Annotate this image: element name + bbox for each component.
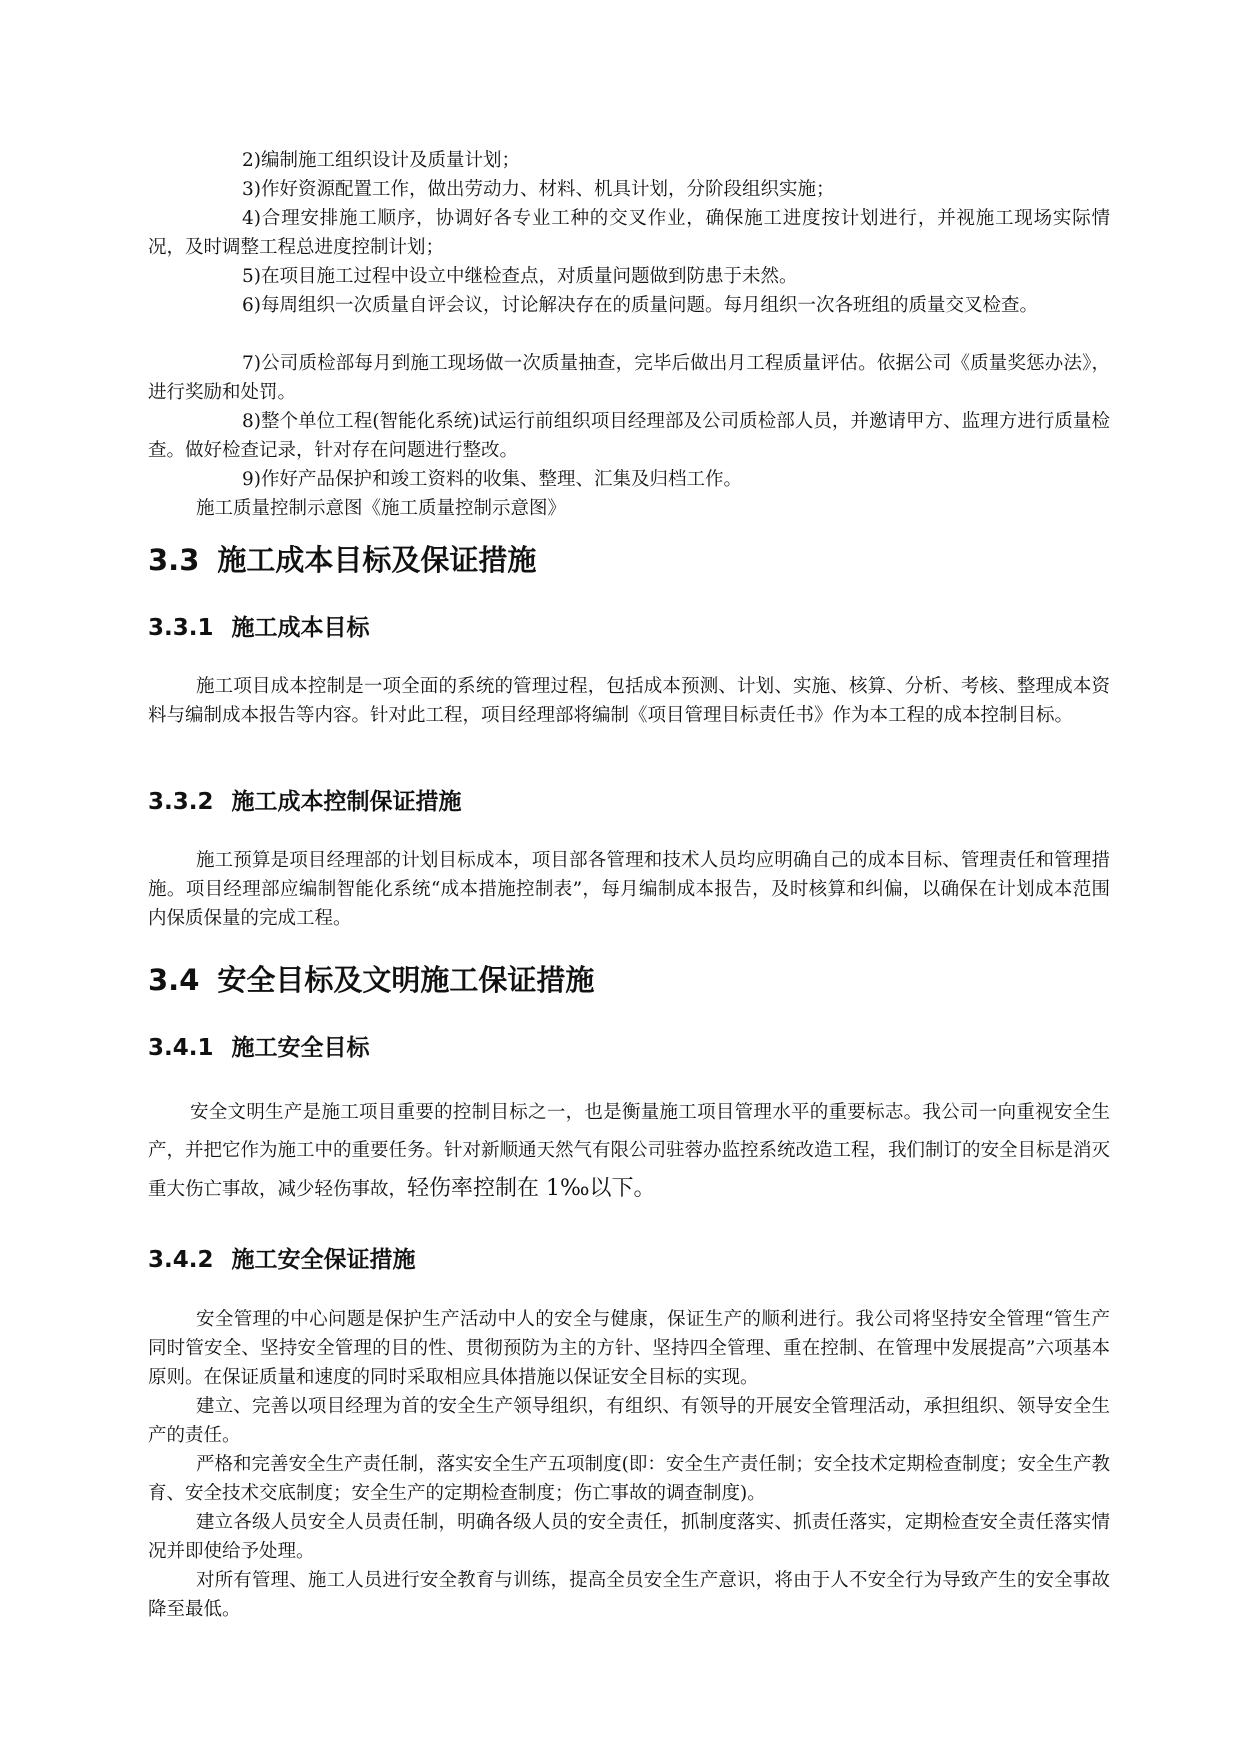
paragraph xyxy=(148,1094,1110,1209)
subsection-title: 施工安全保证措施 xyxy=(231,1247,416,1273)
subsection-number: 3.4.2 xyxy=(148,1247,214,1273)
paragraph-emphasis: 轻伤率控制在 1‰以下。 xyxy=(407,1176,656,1201)
list-item: 2)编制施工组织设计及质量计划； xyxy=(242,150,520,171)
section-number: 3.4 xyxy=(148,963,200,997)
list-item: 4)合理安排施工顺序，协调好各专业工种的交叉作业，确保施工进度按计划进行，并视施工现场实际情况，及时调整工程总进度控制计划； xyxy=(148,208,1110,258)
section-number: 3.3 xyxy=(148,543,200,577)
section-heading-3-3 xyxy=(148,540,536,580)
paragraph: 建立各级人员安全人员责任制，明确各级人员的安全责任，抓制度落实、抓责任落实，定期检查安全责任落实情况并即使给予处理。 xyxy=(148,1512,1110,1562)
subsection-title: 施工成本目标 xyxy=(231,615,370,641)
list-item: 7)公司质检部每月到施工现场做一次质量抽查，完毕后做出月工程质量评估。依据公司《质量奖惩办法》，进行奖励和处罚。 xyxy=(148,353,1110,403)
subsection-number: 3.3.2 xyxy=(148,789,214,815)
subsection-number: 3.4.1 xyxy=(148,1035,214,1061)
subsection-title: 施工安全目标 xyxy=(231,1035,370,1061)
paragraph: 施工预算是项目经理部的计划目标成本，项目部各管理和技术人员均应明确自己的成本目标、管理责任和管理措施。项目经理部应编制智能化系统“成本措施控制表”，每月编制成本报告，及时核算和纠偏，以确保在计划成本范围内保质保量的完成工程。 xyxy=(148,850,1110,929)
list-item: 9)作好产品保护和竣工资料的收集、整理、汇集及归档工作。 xyxy=(242,469,742,490)
section-heading-3-4 xyxy=(148,960,594,1000)
paragraph: 建立、完善以项目经理为首的安全生产领导组织，有组织、有领导的开展安全管理活动，承担组织、领导安全生产的责任。 xyxy=(148,1396,1110,1446)
diagram-reference: 施工质量控制示意图《施工质量控制示意图》 xyxy=(196,498,567,519)
list-item: 8)整个单位工程(智能化系统)试运行前组织项目经理部及公司质检部人员，并邀请甲方、监理方进行质量检查。做好检查记录，针对存在问题进行整改。 xyxy=(148,411,1110,461)
list-item: 5)在项目施工过程中设立中继检查点，对质量问题做到防患于未然。 xyxy=(242,266,798,287)
subsection-heading-3-3-2 xyxy=(148,786,462,818)
subsection-title: 施工成本控制保证措施 xyxy=(231,789,462,815)
subsection-heading-3-3-1 xyxy=(148,612,370,644)
paragraph: 施工项目成本控制是一项全面的系统的管理过程，包括成本预测、计划、实施、核算、分析、考核、整理成本资料与编制成本报告等内容。针对此工程，项目经理部将编制《项目管理目标责任书》作为本工程的成本控制目标。 xyxy=(148,676,1110,726)
paragraph: 安全管理的中心问题是保护生产活动中人的安全与健康，保证生产的顺利进行。我公司将坚持安全管理“管生产同时管安全、坚持安全管理的目的性、贯彻预防为主的方针、坚持四全管理、重在控制、在管理中发展提高”六项基本原则。在保证质量和速度的同时采取相应具体措施以保证安全目标的实现。 xyxy=(148,1309,1110,1388)
paragraph-text: 安全文明生产是施工项目重要的控制目标之一，也是衡量施工项目管理水平的重要标志。我公司一向重视安全生产，并把它作为施工中的重要任务。针对新顺通天然气有限公司驻蓉办监控系统改造工程，我们制订的安全目标是消灭重大伤亡事故，减少轻伤事故， xyxy=(148,1102,1111,1200)
subsection-number: 3.3.1 xyxy=(148,615,214,641)
list-item: 3)作好资源配置工作，做出劳动力、材料、机具计划，分阶段组织实施； xyxy=(242,179,835,200)
section-title: 施工成本目标及保证措施 xyxy=(217,543,537,577)
list-item: 6)每周组织一次质量自评会议，讨论解决存在的质量问题。每月组织一次各班组的质量交叉检查。 xyxy=(242,295,1038,316)
paragraph: 对所有管理、施工人员进行安全教育与训练，提高全员安全生产意识，将由于人不安全行为导致产生的安全事故降至最低。 xyxy=(148,1570,1110,1620)
section-title: 安全目标及文明施工保证措施 xyxy=(217,963,595,997)
paragraph: 严格和完善安全生产责任制，落实安全生产五项制度(即：安全生产责任制；安全技术定期检查制度；安全生产教育、安全技术交底制度；安全生产的定期检查制度；伤亡事故的调查制度)。 xyxy=(148,1454,1110,1504)
subsection-heading-3-4-1 xyxy=(148,1032,370,1064)
subsection-heading-3-4-2 xyxy=(148,1244,416,1276)
